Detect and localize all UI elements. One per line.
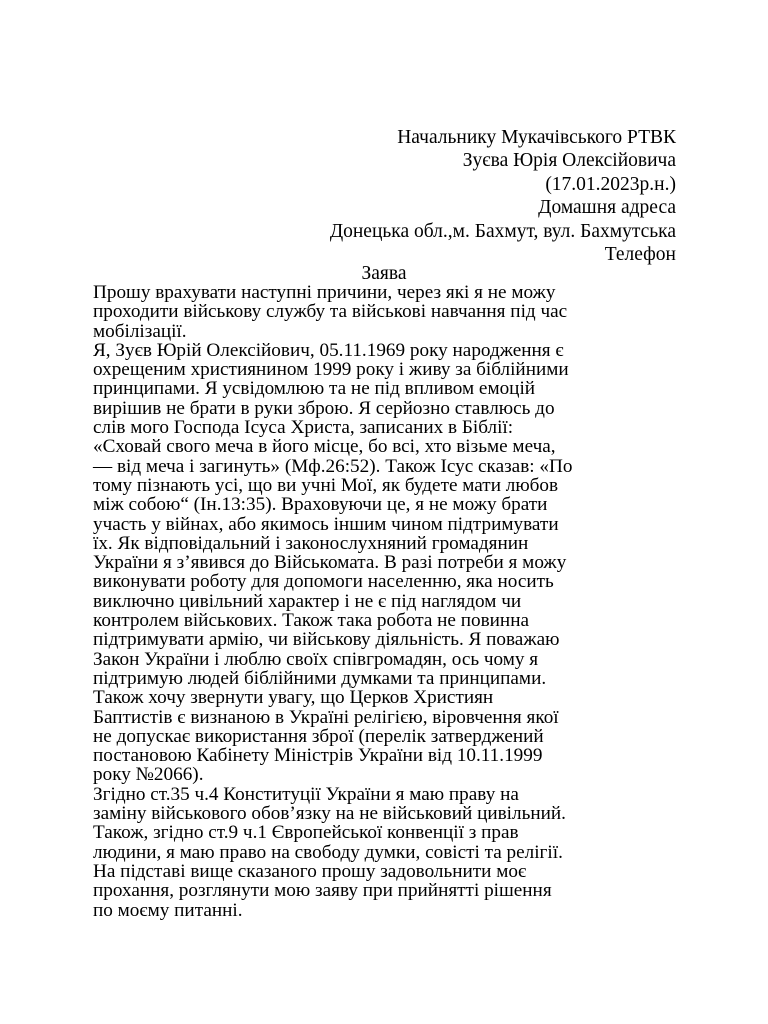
- body-line: виключно цивільний характер і не є під наглядом чи: [93, 590, 522, 612]
- body-line: Баптистів є визнаною в Україні релігією, віровчення якої: [93, 706, 559, 728]
- applicant-name-line: Зуєва Юрія Олексійовича: [462, 150, 676, 172]
- body-line: Я, Зуєв Юрій Олексійович, 05.11.1969 року народження є: [93, 339, 564, 361]
- body-line: їх. Як відповідальний і законослухняний громадянин: [93, 532, 529, 554]
- addressee-line: Начальнику Мукачівського РТВК: [397, 127, 676, 148]
- body-line: людини, я маю право на свободу думки, совісті та релігії.: [93, 841, 563, 863]
- body-line: контролем військових. Також така робота не повинна: [93, 610, 529, 632]
- body-line: не допускає використання зброї (перелік затверджений: [93, 725, 544, 747]
- addressee-block: [330, 126, 676, 266]
- body-line: року №2066).: [93, 764, 204, 786]
- body-line: Закон України і люблю своїх співгромадян, ось чому я: [93, 648, 539, 670]
- body-line: постановою Кабінету Міністрів України від 10.11.1999: [93, 745, 543, 767]
- statement-body: [93, 283, 693, 920]
- body-line: мобілізації.: [93, 320, 187, 342]
- home-address-line: Донецька обл.,м. Бахмут, вул. Бахмутська: [329, 220, 676, 242]
- phone-label: Телефон: [604, 244, 676, 266]
- home-address-label: Домашня адреса: [538, 197, 676, 219]
- body-line: виконувати роботу для допомоги населенню, яка носить: [93, 571, 554, 593]
- body-line: України я з’явився до Військомата. В разі потреби я можу: [93, 552, 567, 574]
- body-line: прохання, розглянути мою заяву при прийнятті рішення: [93, 880, 552, 902]
- body-line: — від меча і загинуть» (Мф.26:52). Також Ісус сказав: «По: [93, 455, 573, 477]
- body-line: проходити військову службу та військові навчання під час: [93, 301, 568, 323]
- body-line: слів мого Господа Ісуса Христа, записаних в Біблії:: [93, 417, 514, 439]
- body-line: участь у війнах, або якимось іншим чином підтримувати: [93, 513, 559, 535]
- body-line: На підставі вище сказаного прошу задовольнити моє: [93, 860, 527, 882]
- body-line: Згідно ст.35 ч.4 Конституції України я маю праву на: [93, 783, 519, 805]
- body-line: Прошу врахувати наступні причини, через які я не можу: [93, 282, 556, 303]
- body-line: «Сховай свого меча в його місце, бо всі, хто візьме меча,: [93, 436, 556, 458]
- body-line: принципами. Я усвідомлюю та не під впливом емоцій: [93, 378, 536, 400]
- date-line: (17.01.2023р.н.): [545, 173, 676, 195]
- document-title: Заява: [361, 263, 407, 284]
- body-line: Також, згідно ст.9 ч.1 Європейської конвенції з прав: [93, 822, 519, 844]
- body-line: по моєму питанні.: [93, 899, 243, 921]
- body-line: тому пізнають усі, що ви учні Мої, як будете мати любов: [93, 474, 559, 496]
- body-line: охрещеним християнином 1999 року і живу за біблійними: [93, 359, 569, 381]
- body-line: між собою“ (Ін.13:35). Враховуючи це, я не можу брати: [93, 494, 548, 516]
- body-line: підтримувати армію, чи військову діяльність. Я поважаю: [93, 629, 560, 651]
- body-line: Також хочу звернути увагу, що Церков Християн: [93, 687, 494, 709]
- body-line: вирішив не брати в руки зброю. Я серйозно ставлюсь до: [93, 397, 555, 419]
- body-line: підтримую людей біблійними думками та принципами.: [93, 667, 547, 689]
- body-line: заміну військового обов’язку на не військовий цивільний.: [93, 803, 566, 825]
